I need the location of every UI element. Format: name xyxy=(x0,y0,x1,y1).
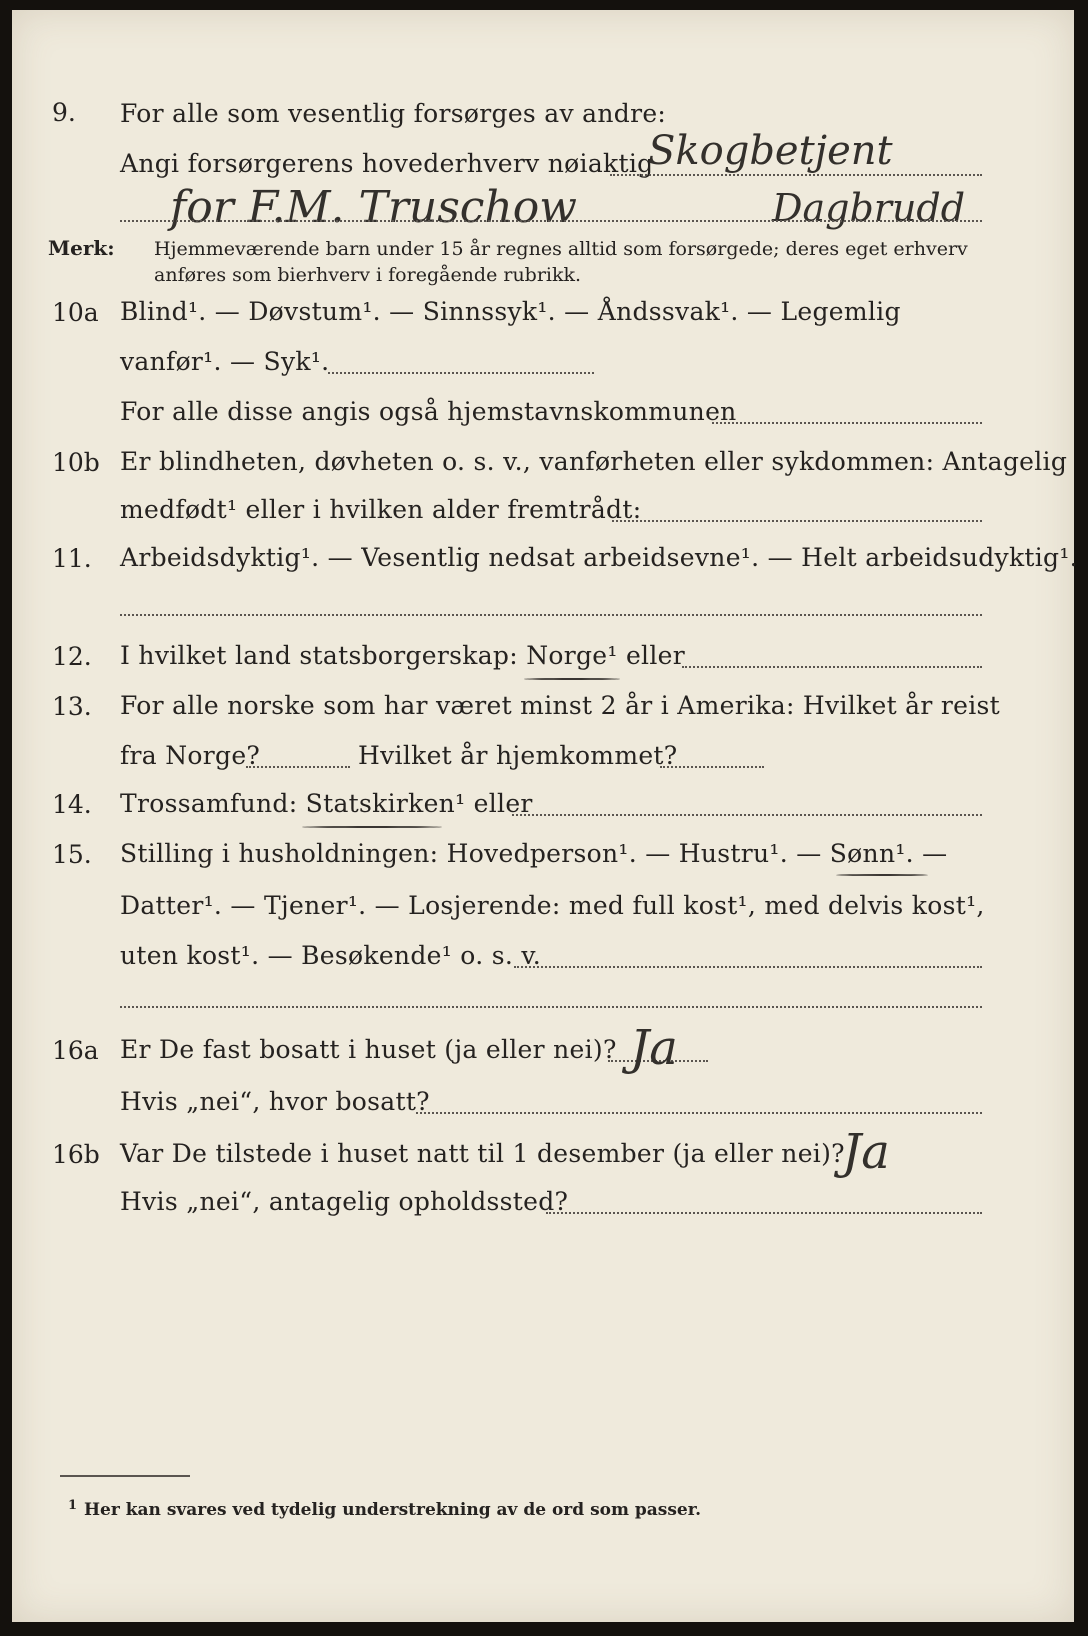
q9-handwritten-answer-3: Dagbrudd xyxy=(772,186,966,230)
q13-text-1: For alle norske som har været minst 2 år i Amerika: Hvilket år reist xyxy=(120,691,1001,720)
q10a-number: 10a xyxy=(52,298,99,327)
merk-label: Merk: xyxy=(48,236,115,260)
q10b-text-1: Er blindheten, døvheten o. s. v., vanførheten eller sykdommen: Antagelig xyxy=(120,447,1068,476)
q12-row-1 xyxy=(12,636,1074,676)
q14-number: 14. xyxy=(52,790,92,819)
q16a-row-1 xyxy=(12,1030,1074,1070)
q10b-row-1 xyxy=(12,442,1074,482)
q16a-handwritten-answer: Ja xyxy=(630,1020,678,1076)
footnote-rule xyxy=(60,1475,190,1477)
q10a-row-3 xyxy=(12,392,1074,432)
q14-row-1 xyxy=(12,784,1074,824)
q9-text-1: For alle som vesentlig forsørges av andre: xyxy=(120,99,667,128)
q12-norge-underline xyxy=(524,678,620,680)
q16b-where-line[interactable] xyxy=(546,1212,982,1214)
q14-answer-line[interactable] xyxy=(512,814,982,816)
q16b-text-2: Hvis „nei“, antagelig opholdssted? xyxy=(120,1187,569,1216)
q15-row-1 xyxy=(12,834,1074,874)
q10b-row-2 xyxy=(12,490,1074,530)
q10a-text-2: vanfør¹. — Syk¹. xyxy=(120,347,330,376)
q9-row-1 xyxy=(12,94,1074,134)
q10a-text-1: Blind¹. — Døvstum¹. — Sinnssyk¹. — Åndssvak¹. — Legemlig xyxy=(120,297,901,326)
q15-text-3: uten kost¹. — Besøkende¹ o. s. v. xyxy=(120,941,542,970)
q10b-answer-line[interactable] xyxy=(612,520,982,522)
q13-return-line[interactable] xyxy=(660,766,764,768)
q15-answer-line[interactable] xyxy=(514,966,982,968)
q14-statskirken-underline xyxy=(302,826,442,828)
q13-text-2a: fra Norge? xyxy=(120,741,261,770)
q16a-number: 16a xyxy=(52,1036,99,1065)
q10b-text-2: medfødt¹ eller i hvilken alder fremtrådt: xyxy=(120,495,642,524)
q16a-text-2: Hvis „nei“, hvor bosatt? xyxy=(120,1087,430,1116)
q9-row-2 xyxy=(12,144,1074,184)
q15-sonn-underline xyxy=(836,874,928,876)
q13-row-2 xyxy=(12,736,1074,776)
q15-text-2: Datter¹. — Tjener¹. — Losjerende: med full kost¹, med delvis kost¹, xyxy=(120,891,985,920)
footnote-text: Her kan svares ved tydelig understrekning av de ord som passer. xyxy=(84,1500,702,1520)
q12-answer-line[interactable] xyxy=(682,666,982,668)
q16a-text-1: Er De fast bosatt i huset (ja eller nei)? xyxy=(120,1035,617,1064)
q10a-home-line[interactable] xyxy=(712,422,982,424)
q15-text-1: Stilling i husholdningen: Hovedperson¹. — Hustru¹. — Sønn¹. — xyxy=(120,839,948,868)
q13-row-1 xyxy=(12,686,1074,726)
q15-answer-line-2[interactable] xyxy=(120,1006,982,1008)
q9-number: 9. xyxy=(52,98,76,127)
merk-text-2: anføres som bierhverv i foregående rubrikk. xyxy=(154,264,582,286)
merk-text-1: Hjemmeværende barn under 15 år regnes alltid som forsørgede; deres eget erhverv xyxy=(154,238,968,260)
q15-row-3 xyxy=(12,936,1074,976)
footnote-mark: 1 xyxy=(68,1498,78,1513)
q16b-number: 16b xyxy=(52,1140,100,1169)
q9-text-2: Angi forsørgerens hovederhverv nøiaktig xyxy=(120,149,654,178)
q10a-row-2 xyxy=(12,342,1074,382)
q12-number: 12. xyxy=(52,642,92,671)
q13-number: 13. xyxy=(52,692,92,721)
q10a-answer-line[interactable] xyxy=(328,372,594,374)
q16a-row-2 xyxy=(12,1082,1074,1122)
q10b-number: 10b xyxy=(52,448,100,477)
q13-text-2b: Hvilket år hjemkommet? xyxy=(358,741,678,770)
q16b-row-1 xyxy=(12,1134,1074,1174)
q11-row-1 xyxy=(12,538,1078,578)
q16b-row-2 xyxy=(12,1182,1074,1222)
q13-departure-line[interactable] xyxy=(246,766,350,768)
q9-handwritten-answer-1: Skogbetjent xyxy=(648,128,893,174)
q10a-text-3: For alle disse angis også hjemstavnskommunen xyxy=(120,397,737,426)
q9-handwritten-answer-2: for F.M. Truschow xyxy=(170,182,577,233)
census-form-page xyxy=(12,10,1078,1622)
q15-number: 15. xyxy=(52,840,92,869)
q10a-row-1 xyxy=(12,292,1074,332)
q16a-where-line[interactable] xyxy=(416,1112,982,1114)
q16b-handwritten-answer: Ja xyxy=(842,1124,890,1180)
q11-text-1: Arbeidsdyktig¹. — Vesentlig nedsat arbeidsevne¹. — Helt arbeidsudyktig¹. xyxy=(120,543,1078,572)
q11-answer-line[interactable] xyxy=(120,614,982,616)
q12-text-1: I hvilket land statsborgerskap: Norge¹ eller xyxy=(120,641,685,670)
q9-answer-line-2[interactable] xyxy=(120,220,982,222)
q14-text-1: Trossamfund: Statskirken¹ eller xyxy=(120,789,533,818)
q15-row-2 xyxy=(12,886,1074,926)
q9-answer-line[interactable] xyxy=(610,174,982,176)
q11-number: 11. xyxy=(52,544,92,573)
q16b-text-1: Var De tilstede i huset natt til 1 desember (ja eller nei)? xyxy=(120,1139,845,1168)
